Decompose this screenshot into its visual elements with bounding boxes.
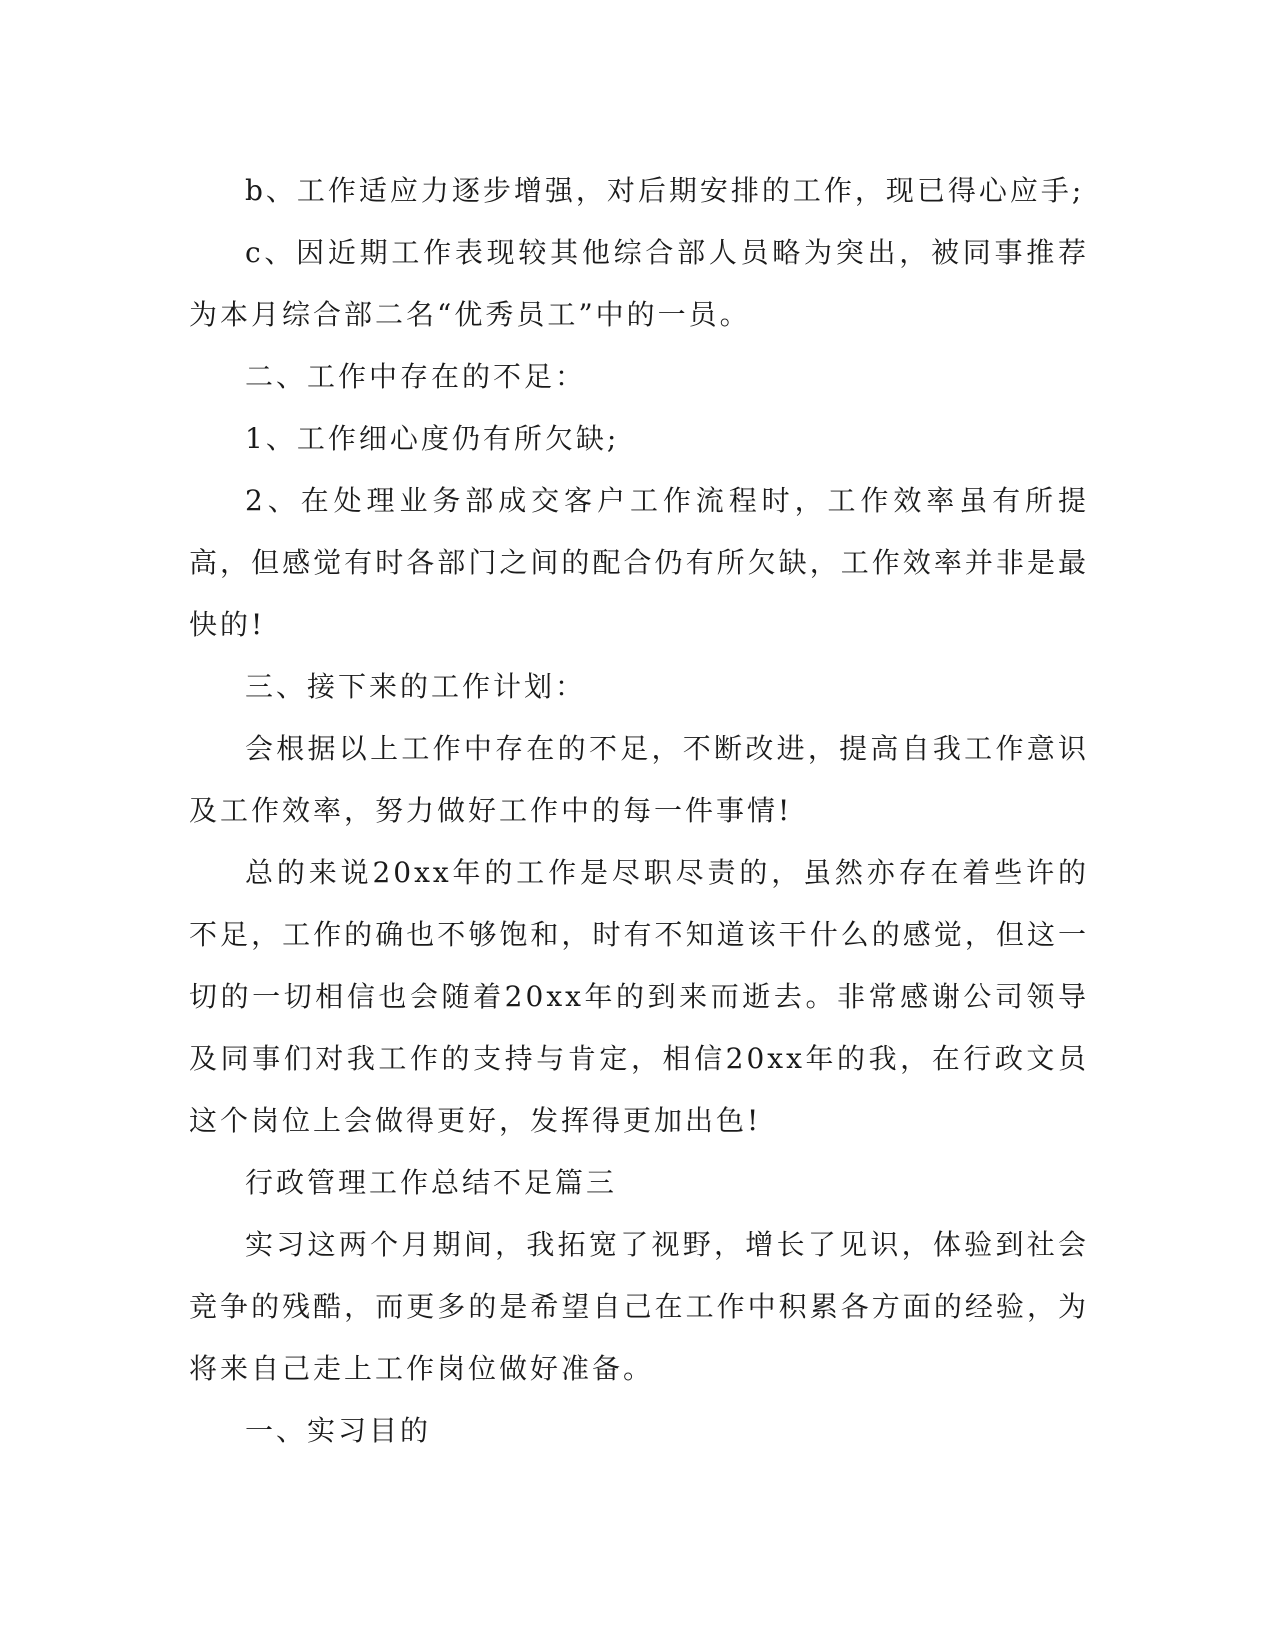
section-heading-plan: 三、接下来的工作计划：	[245, 670, 587, 703]
section-heading-internship-goal: 一、实习目的	[245, 1414, 432, 1447]
paragraph-shortcoming-2: 2、在处理业务部成交客户工作流程时，工作效率虽有所提高，但感觉有时各部门之间的配合仍有所欠缺，工作效率并非是最快的!	[189, 484, 1089, 641]
paragraph-item-b: b、工作适应力逐步增强，对后期安排的工作，现已得心应手;	[245, 174, 1085, 207]
document-body	[189, 160, 1089, 1462]
section-heading-shortcomings: 二、工作中存在的不足：	[245, 360, 587, 393]
paragraph-plan: 会根据以上工作中存在的不足，不断改进，提高自我工作意识及工作效率，努力做好工作中的每一件事情!	[189, 732, 1089, 827]
paragraph-item-c: c、因近期工作表现较其他综合部人员略为突出，被同事推荐为本月综合部二名“优秀员工”中的一员。	[189, 236, 1089, 331]
paragraph-internship-intro: 实习这两个月期间，我拓宽了视野，增长了见识，体验到社会竞争的残酷，而更多的是希望自己在工作中积累各方面的经验，为将来自己走上工作岗位做好准备。	[189, 1228, 1089, 1385]
paragraph-shortcoming-1: 1、工作细心度仍有所欠缺;	[245, 422, 620, 455]
paragraph-summary: 总的来说20xx年的工作是尽职尽责的，虽然亦存在着些许的不足，工作的确也不够饱和，时有不知道该干什么的感觉，但这一切的一切相信也会随着20xx年的到来而逝去。非常感谢公司领导及同事们对我工作的支持与肯定，相信20xx年的我，在行政文员这个岗位上会做得更好，发挥得更加出色!	[189, 856, 1089, 1137]
article-title-part-three: 行政管理工作总结不足篇三	[245, 1166, 618, 1199]
